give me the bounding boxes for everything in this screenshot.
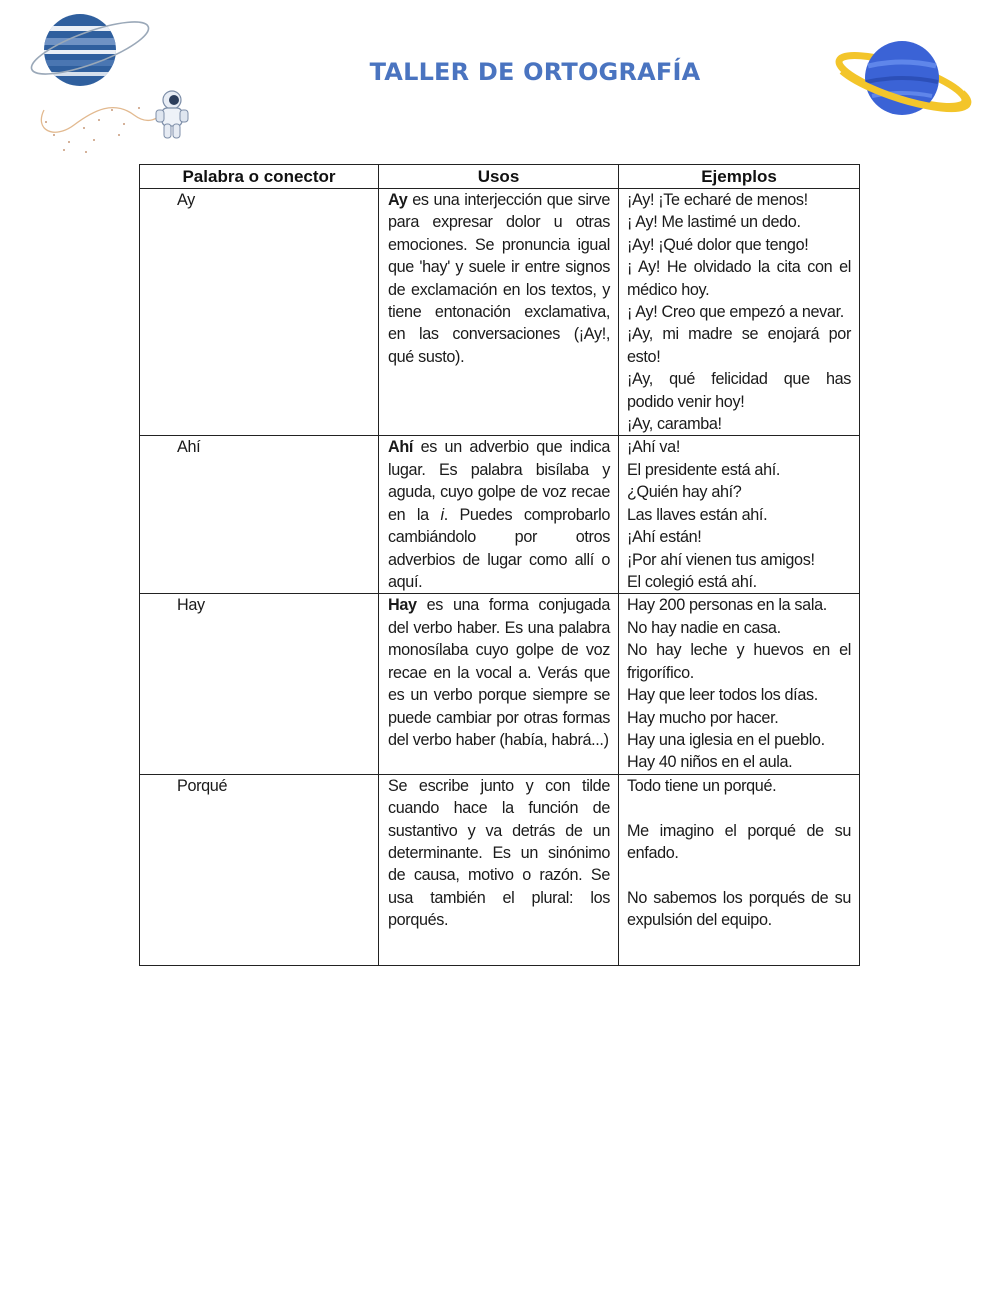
page-title: TALLER DE ORTOGRAFÍA	[369, 58, 701, 86]
example-line: No hay nadie en casa.	[627, 618, 781, 637]
usage-text: es un adverbio que indica lugar. Es palabra bisílaba y aguda, cuyo golpe de voz recae en la	[388, 438, 610, 524]
example-line: No hay leche y huevos en el frigorífico.	[627, 641, 851, 682]
examples-cell	[619, 436, 860, 594]
example-line: No sabemos los porqués de su expulsión del equipo.	[627, 888, 851, 930]
example-line: ¡Ay, mi madre se enojará por esto!	[627, 325, 851, 366]
usage-text: Se escribe junto y con tilde cuando hace la función de sustantivo y va detrás de un determinante. Es un sinónimo de causa, motivo o razón. Se usa también el plural: los porqués.	[388, 776, 610, 930]
example-line: ¡Por ahí vienen tus amigos!	[627, 550, 815, 569]
examples-cell	[619, 774, 860, 965]
example-line: Hay 40 niños en el aula.	[627, 753, 793, 772]
astronaut-icon	[24, 80, 204, 170]
usage-text-tail: . Puedes comprobarlo cambiándolo por otros adverbios de lugar como allí o aquí.	[388, 505, 610, 591]
table-row-ahi	[140, 436, 860, 594]
example-line: Todo tiene un porqué.	[627, 776, 777, 795]
usage-cell	[379, 774, 619, 965]
example-line: Hay 200 personas en la sala.	[627, 596, 827, 615]
usage-cell	[379, 594, 619, 774]
usage-keyword: Ay	[388, 191, 408, 209]
word-cell: Ahí	[140, 436, 379, 594]
table-row-ay	[140, 189, 860, 436]
example-line: ¡Ay, qué felicidad que has podido venir hoy!	[627, 370, 851, 411]
example-line: Hay mucho por hacer.	[627, 708, 779, 727]
example-line: Hay una iglesia en el pueblo.	[627, 730, 825, 749]
spacer	[627, 864, 851, 886]
table-header-row	[140, 165, 860, 189]
example-line: ¿Quién hay ahí?	[627, 483, 742, 502]
example-line: El colegió está ahí.	[627, 572, 757, 591]
table-row-hay	[140, 594, 860, 774]
column-header-examples: Ejemplos	[619, 165, 860, 189]
example-line: ¡Ay! ¡Te echaré de menos!	[627, 191, 808, 209]
usage-text: es una forma conjugada del verbo haber. Es una palabra monosílaba cuyo golpe de voz recae en la vocal a. Verás que es un verbo porque siempre se puede cambiar por otras formas del verbo haber (había, habrá...)	[388, 596, 610, 749]
column-header-word: Palabra o conector	[140, 165, 379, 189]
example-line: ¡Ahí va!	[627, 438, 680, 457]
example-line: ¡Ay, caramba!	[627, 415, 722, 434]
orthography-table	[139, 164, 860, 966]
example-line: ¡ Ay! Me lastimé un dedo.	[627, 213, 801, 232]
word-cell: Porqué	[140, 774, 379, 965]
examples-cell	[619, 189, 860, 436]
spacer	[627, 797, 851, 819]
word-cell: Hay	[140, 594, 379, 774]
example-line: Hay que leer todos los días.	[627, 686, 818, 705]
usage-keyword: Hay	[388, 596, 417, 615]
word-cell: Ay	[140, 189, 379, 436]
examples-cell	[619, 594, 860, 774]
column-header-uses: Usos	[379, 165, 619, 189]
example-line: ¡Ahí están!	[627, 528, 702, 547]
example-line: ¡ Ay! He olvidado la cita con el médico hoy.	[627, 258, 851, 299]
usage-italic: i	[440, 505, 444, 524]
usage-cell	[379, 189, 619, 436]
table-row-porque	[140, 774, 860, 965]
example-line: Me imagino el porqué de su enfado.	[627, 821, 851, 862]
example-line: Las llaves están ahí.	[627, 505, 768, 524]
usage-cell	[379, 436, 619, 594]
usage-text: es una interjección que sirve para expresar dolor u otras emociones. Se pronuncia igual que 'hay' y suele ir entre signos de exclamación en los textos, y tiene entonación exclamativa, en las conversaciones (¡Ay!, qué susto).	[388, 191, 610, 366]
example-line: ¡Ay! ¡Qué dolor que tengo!	[627, 235, 809, 254]
usage-keyword: Ahí	[388, 438, 414, 457]
example-line: El presidente está ahí.	[627, 460, 781, 479]
example-line: ¡ Ay! Creo que empezó a nevar.	[627, 303, 844, 322]
